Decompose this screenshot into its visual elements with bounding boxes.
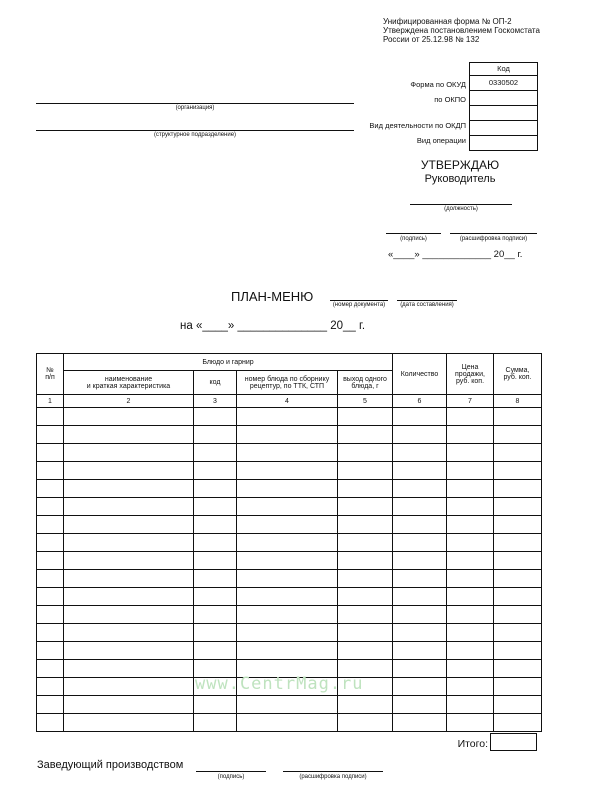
manager-decoding-line[interactable] bbox=[283, 771, 383, 772]
table-cell[interactable] bbox=[393, 480, 447, 498]
table-cell[interactable] bbox=[393, 660, 447, 678]
col-number: 2 bbox=[64, 395, 194, 408]
table-cell[interactable] bbox=[64, 660, 194, 678]
approve-title: УТВЕРЖДАЮ bbox=[420, 158, 500, 172]
table-cell[interactable] bbox=[447, 570, 494, 588]
table-cell[interactable] bbox=[37, 498, 64, 516]
label-okud: Форма по ОКУД bbox=[410, 80, 466, 89]
table-cell[interactable] bbox=[393, 642, 447, 660]
table-cell[interactable] bbox=[64, 552, 194, 570]
table-cell[interactable] bbox=[37, 714, 64, 732]
table-cell[interactable] bbox=[338, 714, 393, 732]
table-cell[interactable] bbox=[494, 642, 542, 660]
approve-position: Руководитель bbox=[424, 173, 496, 185]
code-okdp[interactable] bbox=[470, 121, 537, 136]
table-cell[interactable] bbox=[64, 408, 194, 426]
table-cell[interactable] bbox=[447, 696, 494, 714]
table-cell[interactable] bbox=[393, 426, 447, 444]
header-sum: Сумма, руб. коп. bbox=[494, 354, 542, 395]
label-okdp: Вид деятельности по ОКДП bbox=[369, 121, 466, 130]
table-cell[interactable] bbox=[447, 534, 494, 552]
table-cell[interactable] bbox=[37, 696, 64, 714]
document-number-caption: (номер документа) bbox=[332, 302, 386, 308]
table-cell[interactable] bbox=[494, 462, 542, 480]
table-cell[interactable] bbox=[393, 516, 447, 534]
table-cell[interactable] bbox=[447, 642, 494, 660]
table-cell[interactable] bbox=[237, 624, 338, 642]
table-cell[interactable] bbox=[494, 498, 542, 516]
table-cell[interactable] bbox=[194, 552, 237, 570]
table-cell[interactable] bbox=[447, 408, 494, 426]
table-cell[interactable] bbox=[447, 660, 494, 678]
table-cell[interactable] bbox=[64, 534, 194, 552]
codes-title: Код bbox=[470, 63, 537, 76]
table-cell[interactable] bbox=[237, 588, 338, 606]
table-cell[interactable] bbox=[64, 642, 194, 660]
code-blank[interactable] bbox=[470, 106, 537, 121]
table-cell[interactable] bbox=[338, 588, 393, 606]
table-cell[interactable] bbox=[194, 624, 237, 642]
table-row bbox=[37, 444, 542, 462]
table-cell[interactable] bbox=[494, 624, 542, 642]
form-header-line-1: Унифицированная форма № ОП-2 bbox=[383, 17, 512, 26]
table-cell[interactable] bbox=[37, 624, 64, 642]
col-number: 7 bbox=[447, 395, 494, 408]
table-row bbox=[37, 552, 542, 570]
table-row bbox=[37, 606, 542, 624]
table-cell[interactable] bbox=[447, 588, 494, 606]
table-cell[interactable] bbox=[447, 624, 494, 642]
table-cell[interactable] bbox=[393, 678, 447, 696]
table-cell[interactable] bbox=[447, 606, 494, 624]
approve-decoding-caption: (расшифровка подписи) bbox=[459, 236, 528, 242]
table-cell[interactable] bbox=[237, 570, 338, 588]
table-cell[interactable] bbox=[194, 426, 237, 444]
table-cell[interactable] bbox=[237, 534, 338, 552]
table-cell[interactable] bbox=[37, 570, 64, 588]
manager-label: Заведующий производством bbox=[37, 759, 184, 771]
table-cell[interactable] bbox=[237, 516, 338, 534]
table-cell[interactable] bbox=[338, 480, 393, 498]
header-dish-name: наименование и краткая характеристика bbox=[64, 371, 194, 395]
table-row bbox=[37, 588, 542, 606]
table-row bbox=[37, 624, 542, 642]
table-row bbox=[37, 408, 542, 426]
header-dish-code: код bbox=[194, 371, 237, 395]
col-number: 4 bbox=[237, 395, 338, 408]
table-cell[interactable] bbox=[194, 534, 237, 552]
table-cell[interactable] bbox=[37, 444, 64, 462]
table-cell[interactable] bbox=[194, 408, 237, 426]
table-cell[interactable] bbox=[237, 498, 338, 516]
table-cell[interactable] bbox=[494, 534, 542, 552]
approve-date[interactable]: «____» _____________ 20__ г. bbox=[388, 249, 523, 260]
header-price: Цена продажи, руб. коп. bbox=[447, 354, 494, 395]
position-line[interactable] bbox=[410, 204, 512, 205]
table-cell[interactable] bbox=[494, 516, 542, 534]
table-cell[interactable] bbox=[494, 480, 542, 498]
table-cell[interactable] bbox=[494, 660, 542, 678]
table-cell[interactable] bbox=[37, 408, 64, 426]
table-cell[interactable] bbox=[194, 570, 237, 588]
organization-caption: (организация) bbox=[175, 105, 215, 111]
table-cell[interactable] bbox=[447, 426, 494, 444]
table-cell[interactable] bbox=[237, 696, 338, 714]
header-dish-group: Блюдо и гарнир bbox=[64, 354, 393, 371]
table-cell[interactable] bbox=[338, 498, 393, 516]
table-cell[interactable] bbox=[338, 570, 393, 588]
total-value-cell[interactable] bbox=[490, 733, 537, 751]
table-cell[interactable] bbox=[447, 516, 494, 534]
col-number: 8 bbox=[494, 395, 542, 408]
table-cell[interactable] bbox=[64, 498, 194, 516]
table-cell[interactable] bbox=[494, 570, 542, 588]
table-cell[interactable] bbox=[393, 408, 447, 426]
table-cell[interactable] bbox=[64, 606, 194, 624]
col-number: 5 bbox=[338, 395, 393, 408]
table-cell[interactable] bbox=[64, 444, 194, 462]
codes-box bbox=[469, 62, 538, 151]
column-numbers-row bbox=[37, 395, 542, 408]
menu-date[interactable]: на «____» ______________ 20__ г. bbox=[180, 320, 366, 332]
table-cell[interactable] bbox=[237, 426, 338, 444]
table-cell[interactable] bbox=[64, 570, 194, 588]
position-caption: (должность) bbox=[444, 206, 478, 212]
table-cell[interactable] bbox=[237, 408, 338, 426]
table-cell[interactable] bbox=[194, 588, 237, 606]
table-cell[interactable] bbox=[194, 444, 237, 462]
table-cell[interactable] bbox=[447, 552, 494, 570]
document-date-caption: (дата составления) bbox=[400, 302, 454, 308]
table-row bbox=[37, 696, 542, 714]
table-cell[interactable] bbox=[447, 714, 494, 732]
table-cell[interactable] bbox=[393, 534, 447, 552]
table-cell[interactable] bbox=[494, 678, 542, 696]
table-cell[interactable] bbox=[64, 516, 194, 534]
table-cell[interactable] bbox=[338, 408, 393, 426]
table-cell[interactable] bbox=[237, 444, 338, 462]
table-cell[interactable] bbox=[447, 678, 494, 696]
table-cell[interactable] bbox=[338, 624, 393, 642]
table-cell[interactable] bbox=[393, 552, 447, 570]
table-cell[interactable] bbox=[393, 606, 447, 624]
table-cell[interactable] bbox=[37, 642, 64, 660]
approve-decoding-line[interactable] bbox=[450, 233, 537, 234]
table-cell[interactable] bbox=[64, 462, 194, 480]
table-cell[interactable] bbox=[37, 426, 64, 444]
approve-signature-caption: (подпись) bbox=[400, 236, 427, 242]
code-operation[interactable] bbox=[470, 136, 537, 151]
table-cell[interactable] bbox=[37, 534, 64, 552]
table-cell[interactable] bbox=[338, 552, 393, 570]
manager-signature-line[interactable] bbox=[196, 771, 266, 772]
table-cell[interactable] bbox=[393, 462, 447, 480]
organization-line[interactable] bbox=[36, 103, 354, 104]
code-okud[interactable]: 0330502 bbox=[470, 76, 537, 91]
table-cell[interactable] bbox=[494, 714, 542, 732]
watermark: www.CentrMag.ru bbox=[195, 674, 364, 694]
table-cell[interactable] bbox=[64, 480, 194, 498]
col-number: 6 bbox=[393, 395, 447, 408]
table-cell[interactable] bbox=[194, 696, 237, 714]
table-cell[interactable] bbox=[338, 606, 393, 624]
table-cell[interactable] bbox=[64, 678, 194, 696]
table-cell[interactable] bbox=[494, 444, 542, 462]
col-number: 3 bbox=[194, 395, 237, 408]
table-cell[interactable] bbox=[237, 606, 338, 624]
table-cell[interactable] bbox=[194, 714, 237, 732]
table-cell[interactable] bbox=[393, 624, 447, 642]
table-cell[interactable] bbox=[447, 444, 494, 462]
header-recipe-number: номер блюда по сборнику рецептур, по ТТК, СТП bbox=[237, 371, 338, 395]
table-cell[interactable] bbox=[494, 696, 542, 714]
table-cell[interactable] bbox=[37, 552, 64, 570]
table-row bbox=[37, 534, 542, 552]
table-row bbox=[37, 426, 542, 444]
label-operation: Вид операции bbox=[416, 136, 466, 145]
table-cell[interactable] bbox=[447, 480, 494, 498]
table-cell[interactable] bbox=[494, 408, 542, 426]
table-cell[interactable] bbox=[494, 606, 542, 624]
division-line[interactable] bbox=[36, 130, 354, 131]
table-cell[interactable] bbox=[37, 606, 64, 624]
manager-signature-caption: (подпись) bbox=[217, 774, 245, 780]
table-cell[interactable] bbox=[393, 696, 447, 714]
document-date-line[interactable] bbox=[397, 300, 457, 301]
table-cell[interactable] bbox=[37, 516, 64, 534]
form-header bbox=[383, 17, 553, 44]
table-cell[interactable] bbox=[194, 480, 237, 498]
manager-decoding-caption: (расшифровка подписи) bbox=[299, 774, 367, 780]
document-title: ПЛАН-МЕНЮ bbox=[231, 289, 314, 304]
table-cell[interactable] bbox=[64, 714, 194, 732]
table-cell[interactable] bbox=[338, 462, 393, 480]
col-number: 1 bbox=[37, 395, 64, 408]
table-cell[interactable] bbox=[338, 534, 393, 552]
division-caption: (структурное подразделение) bbox=[153, 132, 237, 138]
table-cell[interactable] bbox=[194, 606, 237, 624]
table-cell[interactable] bbox=[37, 588, 64, 606]
document-number-line[interactable] bbox=[330, 300, 388, 301]
table-cell[interactable] bbox=[237, 462, 338, 480]
table-cell[interactable] bbox=[37, 678, 64, 696]
table-cell[interactable] bbox=[237, 642, 338, 660]
table-cell[interactable] bbox=[494, 426, 542, 444]
table-cell[interactable] bbox=[393, 714, 447, 732]
table-row bbox=[37, 516, 542, 534]
table-cell[interactable] bbox=[194, 498, 237, 516]
table-row bbox=[37, 462, 542, 480]
table-cell[interactable] bbox=[393, 498, 447, 516]
table-cell[interactable] bbox=[64, 588, 194, 606]
table-cell[interactable] bbox=[237, 480, 338, 498]
table-cell[interactable] bbox=[237, 552, 338, 570]
header-quantity: Количество bbox=[393, 354, 447, 395]
table-cell[interactable] bbox=[494, 552, 542, 570]
table-cell[interactable] bbox=[37, 660, 64, 678]
form-header-line-3: России от 25.12.98 № 132 bbox=[383, 35, 480, 44]
table-cell[interactable] bbox=[64, 696, 194, 714]
table-cell[interactable] bbox=[64, 624, 194, 642]
table-row bbox=[37, 642, 542, 660]
table-row bbox=[37, 570, 542, 588]
table-cell[interactable] bbox=[338, 426, 393, 444]
table-cell[interactable] bbox=[194, 516, 237, 534]
code-okpo[interactable] bbox=[470, 91, 537, 106]
table-cell[interactable] bbox=[338, 444, 393, 462]
table-row bbox=[37, 714, 542, 732]
table-cell[interactable] bbox=[338, 642, 393, 660]
table-cell[interactable] bbox=[393, 444, 447, 462]
table-cell[interactable] bbox=[237, 714, 338, 732]
table-row bbox=[37, 480, 542, 498]
table-cell[interactable] bbox=[447, 462, 494, 480]
table-cell[interactable] bbox=[194, 462, 237, 480]
table-cell[interactable] bbox=[393, 570, 447, 588]
header-yield: выход одного блюда, г bbox=[338, 371, 393, 395]
table-row bbox=[37, 498, 542, 516]
header-num: № п/п bbox=[37, 354, 64, 395]
table-cell[interactable] bbox=[338, 516, 393, 534]
table-cell[interactable] bbox=[494, 588, 542, 606]
table-cell[interactable] bbox=[64, 426, 194, 444]
table-cell[interactable] bbox=[393, 588, 447, 606]
table-cell[interactable] bbox=[37, 480, 64, 498]
table-cell[interactable] bbox=[37, 462, 64, 480]
table-cell[interactable] bbox=[447, 498, 494, 516]
label-okpo: по ОКПО bbox=[434, 95, 466, 104]
table-cell[interactable] bbox=[338, 696, 393, 714]
table-cell[interactable] bbox=[194, 642, 237, 660]
total-label: Итого: bbox=[457, 738, 488, 750]
approve-signature-line[interactable] bbox=[386, 233, 441, 234]
form-header-line-2: Утверждена постановлением Госкомстата bbox=[383, 26, 540, 35]
